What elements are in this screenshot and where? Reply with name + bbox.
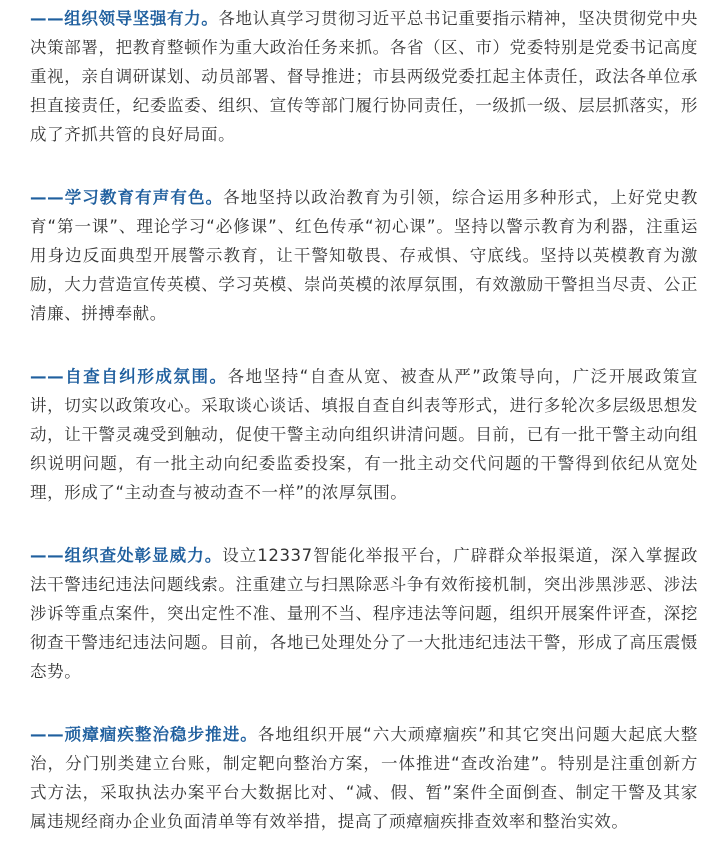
paragraph-text: 各地坚持以政治教育为引领，综合运用多种形式，上好党史教育“第一课”、理论学习“必修课”、红色传承“初心课”。坚持以警示教育为利器，注重运用身边反面典型开展警示教育，让干警知敬畏、存戒惧、守底线。坚持以英模教育为激励，大力营造宣传英模、学习英模、崇尚英模的浓厚氛围，有效激励干警担当尽责、公正清廉、拼搏奉献。 — [30, 188, 698, 323]
paragraph-heading: ——顽瘴痼疾整治稳步推进。 — [30, 725, 258, 744]
paragraph-study-education — [30, 183, 698, 328]
paragraph-heading: ——组织领导坚强有力。 — [30, 9, 219, 28]
paragraph-heading: ——学习教育有声有色。 — [30, 188, 224, 207]
paragraph-text: 设立12337智能化举报平台，广辟群众举报渠道，深入掌握政法干警违纪违法问题线索。注重建立与扫黑除恶斗争有效衔接机制，突出涉黑涉恶、涉法涉诉等重点案件，突出定性不准、量刑不当、程序违法等问题，组织开展案件评查，深挖彻查干警违纪违法问题。目前，各地已处理处分了一大批违纪违法干警，形成了高压震慑态势。 — [30, 546, 698, 681]
paragraph-organization-leadership — [30, 4, 698, 149]
paragraph-self-inspection — [30, 362, 698, 507]
paragraph-heading: ——组织查处彰显威力。 — [30, 546, 223, 565]
paragraph-text: 各地坚持“自查从宽、被查从严”政策导向，广泛开展政策宣讲，切实以政策攻心。采取谈心谈话、填报自查自纠表等形式，进行多轮次多层级思想发动，让干警灵魂受到触动，促使干警主动向组织讲清问题。目前，已有一批干警主动向组织说明问题，有一批主动向纪委监委投案，有一批主动交代问题的干警得到依纪从宽处理，形成了“主动查与被动查不一样”的浓厚氛围。 — [30, 367, 698, 502]
paragraph-text: 各地认真学习贯彻习近平总书记重要指示精神，坚决贯彻党中央决策部署，把教育整顿作为重大政治任务来抓。各省（区、市）党委特别是党委书记高度重视，亲自调研谋划、动员部署、督导推进；市县两级党委扛起主体责任，政法各单位承担直接责任，纪委监委、组织、宣传等部门履行协同责任，一级抓一级、层层抓落实，形成了齐抓共管的良好局面。 — [30, 9, 698, 144]
paragraph-text: 各地组织开展“六大顽瘴痼疾”和其它突出问题大起底大整治，分门别类建立台账，制定靶向整治方案，一体推进“查改治建”。特别是注重创新方式方法，采取执法办案平台大数据比对、“减、假、暂”案件全面倒查、制定干警及其家属违规经商办企业负面清单等有效举措，提高了顽瘴痼疾排查效率和整治实效。 — [30, 725, 698, 831]
paragraph-investigation — [30, 541, 698, 686]
paragraph-rectification — [30, 720, 698, 836]
paragraph-heading: ——自查自纠形成氛围。 — [30, 367, 228, 386]
